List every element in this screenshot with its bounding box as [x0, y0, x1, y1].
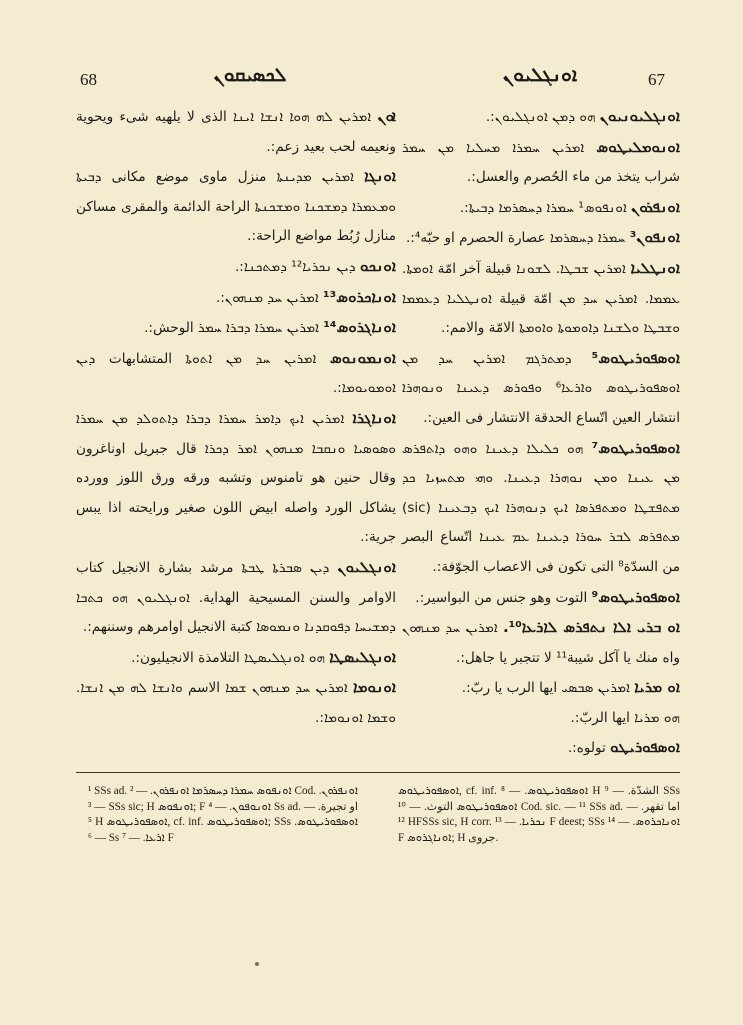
footnote-rule: [76, 772, 680, 773]
entry-definition: ܐܡܪܝܢ ܚܡܪܐ ܕܒܪܐ ܚܡܪ الوحش:.: [144, 320, 319, 337]
lexicon-entry: [76, 283, 396, 314]
right-text-column: [402, 102, 680, 764]
lexicon-entry: [402, 583, 680, 614]
entry-headword: ܐܘܣܦܘܪܝܛܘܣ⁷: [591, 438, 680, 457]
lexicon-entry: [402, 733, 680, 764]
entry-headword: ܐܘܢ: [377, 107, 396, 125]
lexicon-entry: [402, 193, 680, 224]
lexicon-entry: [76, 252, 396, 283]
entry-headword: ܐܘܢܟܘ: [359, 256, 396, 275]
entry-headword: ܐܘܣܦܘܪܝܛܘܣ⁹: [591, 587, 680, 606]
entry-definition: ܕܝܢ ܣܒܪܬܐ ܛܒܬܐ مرشد بشارة الانجيل كتاب الاوامر والسنن المسيحية الهداية. ܐܘܢܓܠܝܘܢ ܗܘ ܟܬܒܐ ܕܡܫܝܚܐ ܕܦܘܩܕܢܐ ܘܢܡܘܣܐ كتبة الانجيل اوامرهم وسننهم:.: [76, 559, 396, 636]
entry-definition: ܐܡܪܝܢ ܫܒܛܐ. ܠܫܘܢܐ قبيلة آخر امّة ܐܘܡܬܐ. ܥܡܡܐ. ܐܡܪܝܢ ܚܕ ܡܢ امّة قبيلة ܐܘܢܛܠܝܐ ܕܥܡܡܐ ܘܫܒܛܐ ܘܠܫܢܐ ܕܐܘܡܘܬܐ ܘܐܘܡܬܐ الامّة والامم:.: [402, 260, 680, 337]
entry-definition: ܐܡܪܝܢ ܚܕ ܡܢܗܘܢ:.: [215, 289, 319, 306]
entry-headword: ܐܘܢܓܠܝܘܢ: [337, 557, 396, 576]
entry-headword: ܐܘܢܡܘܢܘܣ: [329, 348, 396, 367]
entry-definition: ܕܝܢ ܢܟܪܝܐ¹² ܕܡܬܟܢܐ:.: [234, 258, 356, 275]
entry-headword: ܐܘ ܡܪܝܐ: [634, 678, 680, 697]
entry-headword: ܐܘܣܦܘܪܝܛܘܣ⁵: [591, 348, 680, 367]
entry-headword: ܐܘܢܦܘܢ³: [629, 228, 680, 247]
entry-definition: ܐܡܪܝܢ ܣܒܣܝ ايها الرب يا ربّ:.: [461, 680, 630, 697]
lexicon-entry: [76, 553, 396, 643]
lexicon-entry: [402, 434, 680, 583]
footnote-text: ܐܘܣܦܘܪܝܛܘܣ, cf. inf. ܐܘܣܦܘܪܝܛܘܣ. — ⁸ H الشدّة. — ⁹ SSs ܐܘܣܦܘܪܝܛܘܣ التوث. — ¹⁰ Cod. sic. — ¹¹ SSs ad. اما تقهر. — ¹² HFSSs sic, H corr. ܢܟܪܝܐ. — ¹³ F deest; SSs ܐܘܢܐܟܪܘܣ. — ¹⁴ F ܐܘܢܐܓܪܘܣ; H جروى.: [398, 785, 681, 844]
entry-definition: ܐܡܪܝܢ ܠܗ ܗܘܐ ܐܢܫܐ ܐܝܢܐ الذى لا يلهيه شىء ويحوية ونعيمه لحب بعيد زعم:.: [76, 109, 396, 155]
entry-headword: ܐܘܢܘܡܐ: [353, 678, 396, 697]
paper-speck: [255, 962, 259, 966]
entry-definition: ܐܡܪܝܢ ܐܝܟ ܕܐܡܪ ܚܡܪܐ ܕܒܪܐ ܕܐܬܘܠܕ ܡܢ ܚܡܪܐ ܘܣܘܣܝܐ ܘܢܩܒܐ ܡܢܗܘܢ ܐܡܪ ܕܟܪܐ قال جبريل اوناغرون وقال حنين هو تامنوس وتشبه ورقه ورق اللوز وورده يشاكل الورد واصله ابيض اللون صغير ورايحته اذا يبس جرية:.: [76, 410, 396, 546]
lexicon-entry: [76, 162, 396, 252]
left-page-number: 68: [80, 70, 97, 89]
entry-headword: ܐܘܢܦܪܘܢ: [631, 197, 680, 216]
entry-definition: ܐܘܢܦܘܣ¹ ܚܡܪܐ ܕܚܣܪܡܐ ܕܒܝܬܐ:.: [459, 199, 627, 216]
lexicon-entry: [402, 133, 680, 193]
entry-headword: ܐܘܢܐܓܪܘܣ¹⁴: [323, 318, 396, 337]
lexicon-entry: [402, 613, 680, 673]
lexicon-entry: [76, 404, 396, 553]
lexicon-entry: [402, 102, 680, 133]
lexicon-entry: [402, 254, 680, 344]
entry-definition: ܐܡܪܝܢ ܚܕ ܡܢܗܘܢ ܫܡܐ الاسم ܘܐܢܫܐ ܠܗ ܡܢ ܐܢܫܐ. ܘܫܡܐ ܐܘܢܘܡܐ:.: [76, 680, 396, 726]
entry-headword: ܐܘܢܓܐ: [364, 167, 396, 186]
entry-headword: ܐܘܢܐܟܪܘܣ¹³: [323, 287, 396, 306]
entry-headword: ܐܘ ܒܪܝ ܐܠܐ ܢܬܦܪܣ ܠܐܪܥܐ¹⁰.: [502, 618, 680, 637]
entry-headword: ܐܘܢܓܠܝܘܢܝܘܢ: [599, 107, 680, 125]
entry-definition: ܐܡܪܝܢ ܚܕ ܡܢ ܐܬܘܬܐ المتشابهات ܕܝܢ ܐܘܡܘܝܘܡܐ:.: [76, 350, 396, 397]
right-footnotes: [398, 784, 680, 846]
entry-definition: ܐܡܪܝܢ ܚܡܪܐ ܡܚܠܝܐ ܡܢ ܚܡܪ شراب يتخذ من ماء الحُصرم والعسل:.: [402, 139, 680, 186]
entry-definition: ܗܘ ܟܠܝܠܐ ܕܥܝܢܐ ܘܗܘ ܕܐܬܦܪܣ ܡܢ ܥܝܢܐ ܘܡܢ ܢܘܗܪܐ ܕܥܝܢܐ. ܘܗܝ ܡܬܚܙܝܐ ܟܕ ܡܬܦܫܛܐ ܘܡܬܦܪܣܐ ܐܝܟ ܕܢܘܗܪܐ ܐܝܟ ܕܒܥܝܢܐ (sic) ܡܬܦܪܣ ܠܒܪ ܚܘܪܐ ܕܥܝܢܐ ܥܡ ܥܝܢܐ اتّساع البصر من السدّة⁸ التى تكون فى الاعصاب الجوّفة:.: [402, 440, 680, 575]
lexicon-entry: [76, 643, 396, 674]
entry-headword: ܐܘܢܐܓܪܐ: [352, 408, 396, 427]
entry-headword: ܐܘܢܓܠܝܣܛܐ: [329, 647, 396, 666]
entry-definition: ܐܡܪܝܢ ܚܕ ܡܢܗܘܢ واه منك يا آكل شيبة¹¹ لا تتجبر يا جاهل:.: [402, 620, 680, 666]
entry-definition: ܗܘ ܡܪܝܐ ايها الربّ:.: [570, 709, 680, 726]
lexicon-entry: [402, 223, 680, 254]
entry-definition: ܕܡܬܪܓܡ ܐܡܪܝܢ ܚܕ ܡܢ ܐܘܣܦܘܪܝܛܘܣ ܘܐܪܥܐ⁶ ܘܦܘܪܣ ܕܥܝܢܐ ܘܢܘܗܪܐ انتشار العين اتّساع الحدقة الانتشار فى العين:.: [402, 350, 680, 426]
lexicon-entry: [402, 704, 680, 734]
entry-definition: ܗܘ ܐܘܢܓܠܝܣܛܐ التلامذة الانجيليون:.: [131, 649, 325, 666]
right-page-number: 67: [648, 70, 665, 89]
lexicon-entry: [76, 102, 396, 162]
left-footnotes: [88, 784, 358, 846]
entry-definition: التوت وهو جنس من البواسير:.: [415, 589, 588, 606]
entry-definition: ܐܡܪܝܢ ܡܕܝܢܬܐ منزل ماوى موضع مكانى ܕܒܝܬܐ ܘܡܥܡܪܐ ܕܡܫܟܢܐ ܘܡܫܟܢܬܐ الراحة الدائمة والمقرى مساكن منازل رُبُط مواضع الراحة:.: [76, 169, 396, 245]
lexicon-entry: [76, 313, 396, 344]
left-text-column: [76, 102, 396, 733]
entry-definition: ܗܘ ܕܡܢ ܐܘܢܓܠܝܘܢ:.: [485, 109, 596, 125]
lexicon-entry: [76, 673, 396, 733]
entry-headword: ܐܘܢܛܠܝܐ: [630, 258, 680, 277]
lexicon-entry: [76, 344, 396, 404]
entry-headword: ܐܘܢܘܡܠܝܛܘܣ: [596, 137, 680, 156]
entry-headword: ܐܘܣܦܘܪܝܛܘ: [610, 738, 680, 757]
footnote-text: ¹ SSs ad. ܐܘܢܦܘܣ ܚܡܪܐ ܕܚܣܪܡܐ ܐܘܢܦܪܘܢ. — ² Cod. ܐܘܢܦܪܘܢ. — ³ SSs sic; H ܐܘܢܦܘܣ; F ܐܘܢܘܦܘܢ. — ⁴ Ss ad. او تجيرة. — ⁵ H ܐܘܣܦܘܪܝܛܘܣ, cf. inf. ܐܘܣܦܘܪܝܛܘܣ; SSs ܐܘܣܦܘܪܝܛܘܣ. — ⁶ Ss ܐܪܥܐ. — ⁷ F: [88, 785, 358, 844]
entry-definition: تولوه:.: [567, 740, 606, 757]
right-running-head: ܐܘܢܓܠܝܘܢ: [502, 64, 578, 86]
lexicon-entry: [402, 673, 680, 704]
entry-definition: ܚܡܪܐ ܕܚܣܪܡܐ عصارة الحصرم او حبّه⁴:.: [405, 230, 626, 247]
lexicon-entry: [402, 344, 680, 434]
left-running-head: ܠܟܣܝܩܘܢ: [213, 64, 287, 86]
